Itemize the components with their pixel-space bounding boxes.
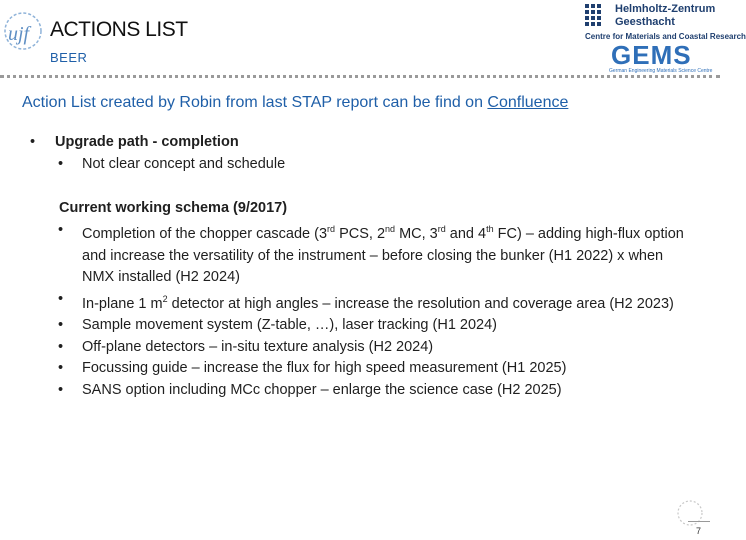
list-item	[30, 380, 690, 402]
headline-text: Action List created by Robin from last STAP report can be find on	[22, 94, 488, 111]
bullet-icon: •	[58, 338, 64, 355]
footer-divider	[688, 521, 710, 522]
schema-item-1: Completion of the chopper cascade (3rd PCS, 2nd MC, 3rd and 4th FC) – adding high-flux option and increase the versatility of the instrument – before closing the bunker (H1 2022) x when NMX installed (H2 2024)	[82, 224, 684, 286]
gems-brand: GEMS	[611, 40, 692, 70]
list-item	[30, 220, 690, 289]
bullet-icon: •	[58, 290, 64, 307]
list-item	[30, 358, 690, 380]
upgrade-title: Upgrade path - completion	[55, 134, 239, 150]
headline	[22, 94, 568, 112]
bullet-icon: •	[58, 155, 64, 172]
bullet-icon: •	[58, 317, 64, 334]
bullet-icon: •	[58, 381, 64, 398]
schema-item-3: Sample movement system (Z-table, …), laser tracking (H1 2024)	[82, 317, 497, 334]
schema-item-4: Off-plane detectors – in-situ texture analysis (H2 2024)	[82, 338, 434, 355]
upgrade-sub: Not clear concept and schedule	[82, 155, 286, 172]
hzg-gems-logo	[585, 2, 746, 74]
schema-title: Current working schema (9/2017)	[59, 200, 288, 216]
hzg-name-line1: Helmholtz-Zentrum	[615, 3, 716, 15]
ujf-logo-icon	[2, 4, 46, 58]
list-item	[30, 154, 690, 176]
schema-item-5: Focussing guide – increase the flux for high speed measurement (H1 2025)	[82, 360, 567, 377]
gems-tagline: German Engineering Materials Science Centre	[609, 68, 713, 74]
header-divider	[0, 75, 720, 78]
list-item	[30, 289, 690, 315]
page-subtitle: BEER	[50, 50, 88, 65]
page-title: ACTIONS LIST	[50, 18, 188, 41]
hzg-grid-icon	[585, 4, 605, 34]
list-item	[30, 132, 690, 154]
schema-item-2: In-plane 1 $m^2$ detector at high angles – increase the resolution and coverage area (H2 2023)	[82, 293, 674, 312]
hzg-name-line3: Centre for Materials and Coastal Research	[585, 32, 746, 41]
logo-left-text: ujf	[8, 23, 30, 45]
bullet-icon: •	[58, 221, 64, 238]
list-item	[30, 337, 690, 359]
confluence-link[interactable]: Confluence	[487, 94, 569, 111]
bullet-icon: •	[30, 134, 36, 150]
list-item	[30, 315, 690, 337]
schema-item-6: SANS option including MCc chopper – enlarge the science case (H2 2025)	[82, 381, 562, 398]
footer-logo-icon	[674, 497, 706, 537]
page-number: 7	[696, 526, 702, 536]
hzg-name-line2: Geesthacht	[615, 16, 675, 28]
content-body	[30, 132, 690, 401]
bullet-icon: •	[58, 360, 64, 377]
